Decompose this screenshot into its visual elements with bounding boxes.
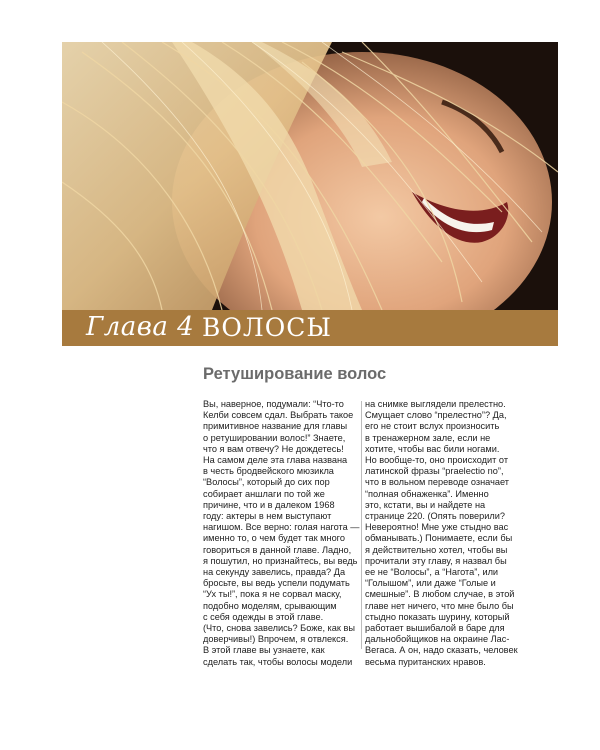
text-line: его не стоит вслух произносить: [365, 421, 500, 432]
column-divider: [361, 401, 362, 649]
text-line: Смущает слово “прелестно”? Да,: [365, 410, 507, 421]
section-heading: Ретуширование волос: [203, 365, 387, 383]
text-line: я пошутил, но признайтесь, вы ведь: [203, 555, 358, 566]
text-line: бросьте, вы ведь успели подумать: [203, 578, 350, 589]
text-line: о ретушировании волос!” Знаете,: [203, 432, 346, 443]
text-line: “Голышом”, или даже “Голые и: [365, 578, 496, 589]
text-line: говориться в данной главе. Ладно,: [203, 544, 352, 555]
body-column-right: [365, 399, 525, 668]
chapter-photo: [62, 42, 558, 310]
text-line: Но вообще-то, оно происходит от: [365, 455, 509, 466]
text-line: году: актеры в нем выступают: [203, 511, 332, 522]
text-line: нагишом. Все верно: голая нагота —: [203, 522, 360, 533]
text-line: главе нет ничего, что мне было бы: [365, 600, 514, 611]
text-line: Вегаса. А он, надо сказать, человек: [365, 645, 518, 656]
text-line: “Ух ты!”, пока я не сорвал маску,: [203, 589, 342, 600]
chapter-title: ВОЛОСЫ: [202, 313, 332, 342]
text-line: в тренажерном зале, если не: [365, 432, 491, 443]
text-line: доверчивы!) Впрочем, я отвлекся.: [203, 634, 349, 645]
text-line: примитивное название для главы: [203, 421, 348, 432]
hair-photo-icon: [62, 42, 558, 310]
text-line: причине, что и в далеком 1968: [203, 499, 335, 510]
body-column-left: [203, 399, 358, 668]
text-line: На самом деле эта глава названа: [203, 455, 348, 466]
text-line: “полная обнаженка”. Именно: [365, 488, 489, 499]
text-line: ее не “Волосы”, а “Нагота”, или: [365, 567, 499, 578]
text-line: работает вышибалой в баре для: [365, 623, 505, 634]
text-line: смешные”. В любом случае, в этой: [365, 589, 515, 600]
text-line: с себя одежды в этой главе.: [203, 611, 324, 622]
chapter-label: Глава 4: [86, 312, 195, 342]
text-line: Невероятно! Мне уже стыдно вас: [365, 522, 509, 533]
text-line: странице 220. (Опять поверили?: [365, 511, 506, 522]
text-line: В этой главе вы узнаете, как: [203, 645, 325, 656]
text-line: на снимке выглядели прелестно.: [365, 399, 506, 409]
text-line: стыдно показать шурину, который: [365, 611, 510, 622]
text-line: что в вольном переводе означает: [365, 477, 509, 488]
text-line: именно то, о чем будет так много: [203, 533, 345, 544]
text-line: “Волосы”, который до сих пор: [203, 477, 330, 488]
text-line: обманывать.) Понимаете, если бы: [365, 533, 513, 544]
text-line: весьма пуританских нравов.: [365, 656, 486, 667]
text-line: прочитали эту главу, я назвал бы: [365, 555, 507, 566]
text-line: собирает аншлаги по той же: [203, 488, 325, 499]
text-line: (Что, снова завелись? Боже, как вы: [203, 623, 355, 634]
chapter-banner: [62, 310, 558, 346]
text-line: сделать так, чтобы волосы модели: [203, 656, 353, 667]
text-line: латинской фразы “praelectio no”,: [365, 466, 504, 477]
text-line: подобно моделям, срывающим: [203, 600, 337, 611]
text-line: дальнобойщиков на окраине Лас-: [365, 634, 510, 645]
text-line: это, кстати, вы и найдете на: [365, 499, 486, 510]
text-line: что я вам отвечу? Не дождетесь!: [203, 443, 344, 454]
text-line: Вы, наверное, подумали: “Что-то: [203, 399, 344, 409]
text-line: на секунду завелись, правда? Да: [203, 567, 346, 578]
text-line: я действительно хотел, чтобы вы: [365, 544, 508, 555]
text-line: Келби совсем сдал. Выбрать такое: [203, 410, 354, 421]
text-line: в честь бродвейского мюзикла: [203, 466, 334, 477]
text-line: хотите, чтобы вас били ногами.: [365, 443, 500, 454]
